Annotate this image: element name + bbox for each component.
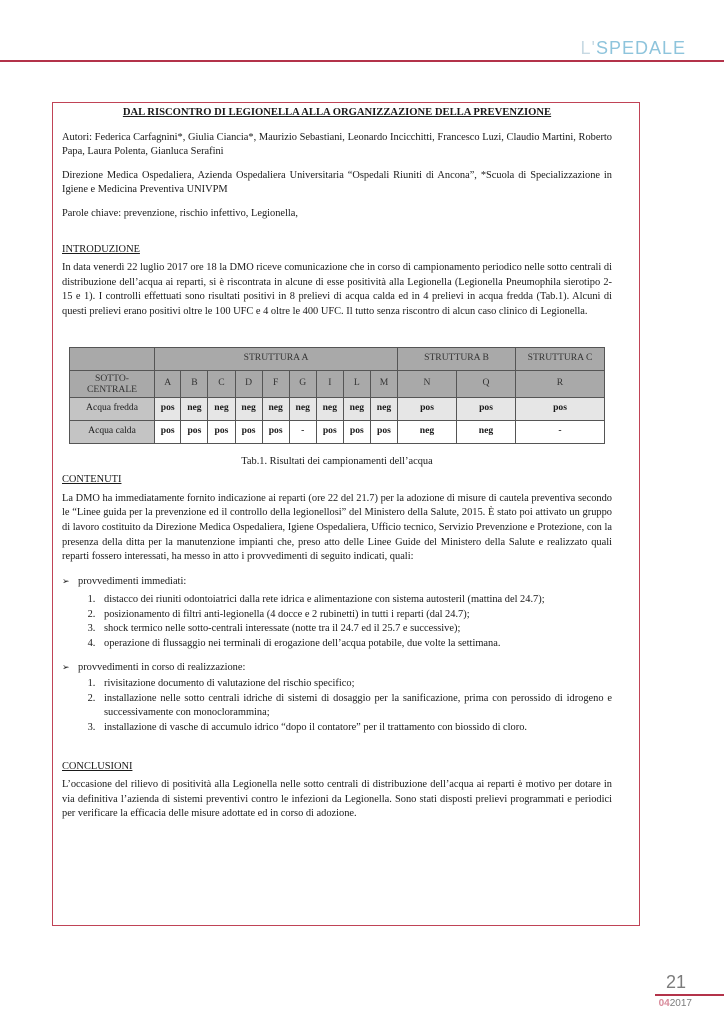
table-cell: neg: [343, 397, 370, 420]
bullet-immediate: [62, 574, 612, 590]
table-cell: pos: [316, 420, 343, 443]
table-caption: Tab.1. Risultati dei campionamenti dell’acqua: [241, 455, 433, 467]
table-cell: pos: [181, 420, 208, 443]
arrow-bullet-icon: ➢: [62, 575, 70, 586]
column-header: D: [235, 370, 262, 397]
table-cell: pos: [370, 420, 397, 443]
table-cell: pos: [343, 420, 370, 443]
article-body: [62, 104, 612, 831]
table-cell: -: [516, 420, 605, 443]
issue-year: 2017: [669, 998, 692, 1009]
conclusions-text: L’occasione del rilievo di positività alla Legionella nelle sotto centrali di distribuzione dell’acqua ai reparti è motivo per dotare in via definitiva l’azienda di sistemi preventivi contro le infezioni da Legionella. Sono stati disposti prelievi programmati e periodici per verificare la efficacia delle misure adottate ed in corso di adozione.: [62, 779, 612, 820]
column-header: F: [262, 370, 289, 397]
affiliation: Direzione Medica Ospedaliera, Azienda Ospedaliera Universitaria “Ospedali Riuniti di Ancona”, *Scuola di Specializzazione in Igiene e Medicina Preventiva UNIVPM: [62, 169, 612, 196]
column-header: R: [516, 370, 605, 397]
arrow-bullet-icon: ➢: [62, 661, 70, 672]
column-header: N: [398, 370, 457, 397]
issue-number: 04: [658, 998, 670, 1009]
keywords: Parole chiave: prevenzione, rischio infettivo, Legionella,: [62, 207, 299, 219]
list-item: 1. rivisitazione documento di valutazione del rischio specifico;: [98, 677, 612, 692]
table-cell: pos: [457, 397, 516, 420]
table-cell: neg: [370, 397, 397, 420]
authors: Autori: Federica Carfagnini*, Giulia Ciancia*, Maurizio Sebastiani, Leonardo Incicchitti, Francesco Luzi, Claudio Martini, Roberto Papa, Laura Polenta, Gianluca Serafini: [62, 131, 612, 158]
group-header: STRUTTURA C: [516, 347, 605, 370]
table-cell: neg: [208, 397, 235, 420]
bullet-ongoing: [62, 660, 612, 676]
conclusions-heading: CONCLUSIONI: [62, 760, 133, 772]
bullet-label: provvedimenti in corso di realizzazione:: [78, 661, 246, 673]
table-cell: -: [289, 420, 316, 443]
ongoing-list: [62, 677, 612, 735]
list-item: 2. installazione nelle sotto centrali idriche di sistemi di dosaggio per la sanificazione, prima con perossido di idrogeno e successivamente con monoclorammina;: [98, 692, 612, 721]
table-row: [70, 397, 605, 420]
column-header: I: [316, 370, 343, 397]
column-header: M: [370, 370, 397, 397]
column-header: C: [208, 370, 235, 397]
table-cell: pos: [235, 420, 262, 443]
table-cell: neg: [457, 420, 516, 443]
table-cell: neg: [235, 397, 262, 420]
list-item: 2. posizionamento di filtri anti-legionella (4 docce e 2 rubinetti) in tutti i reparti (dal 24.7);: [98, 608, 612, 623]
table-cell: pos: [155, 397, 181, 420]
column-header: A: [155, 370, 181, 397]
table-cell: pos: [262, 420, 289, 443]
issue-label: [659, 998, 692, 1009]
list-item: 3. installazione di vasche di accumulo idrico “dopo il contatore” per il trattamento con biossido di cloro.: [98, 721, 612, 736]
table-cell: neg: [181, 397, 208, 420]
header-rule: [0, 60, 724, 62]
table-cell: neg: [398, 420, 457, 443]
article-title: DAL RISCONTRO DI LEGIONELLA ALLA ORGANIZZAZIONE DELLA PREVENZIONE: [122, 107, 552, 118]
group-header: STRUTTURA B: [398, 347, 516, 370]
column-header: Q: [457, 370, 516, 397]
table-cell: pos: [516, 397, 605, 420]
brand-prefix: L': [580, 38, 596, 58]
immediate-list: [62, 593, 612, 651]
intro-heading: INTRODUZIONE: [62, 243, 140, 255]
intro-text: In data venerdì 22 luglio 2017 ore 18 la DMO riceve comunicazione che in corso di campionamento periodico nelle sotto centrali di distribuzione dell’acqua ai reparti, si è riscontrata in alcune di esse positività alla Legionella (Legionella Pneumophila sierotipo 2-15 e 1). I controlli effettuati sono risultati positivi in 8 prelievi di acqua calda ed in 4 prelievi in acqua fredda (Tab.1). Alcuni di questi prelievi erano positivi oltre le 100 UFC e 4 oltre le 400 UFC. Il tutto senza riscontro di alcun caso clinico di Legionella.: [62, 262, 612, 317]
page-number: 21: [665, 972, 686, 992]
table-cell: neg: [316, 397, 343, 420]
column-header: B: [181, 370, 208, 397]
row-header: SOTTO-CENTRALE: [70, 370, 155, 397]
footer-rule: [655, 994, 724, 996]
table-row: [70, 420, 605, 443]
table-cell: pos: [398, 397, 457, 420]
list-item: 4. operazione di flussaggio nei terminali di erogazione dell’acqua potabile, due volte la settimana.: [98, 637, 612, 652]
magazine-brand: [581, 38, 687, 59]
results-table: [69, 347, 605, 444]
table-corner: [70, 347, 155, 370]
brand-name: SPEDALE: [595, 38, 686, 58]
list-item: 1. distacco dei riuniti odontoiatrici dalla rete idrica e alimentazione con sistema autosteril (mattina del 24.7);: [98, 593, 612, 608]
bullet-label: provvedimenti immediati:: [78, 575, 187, 587]
contents-text: La DMO ha immediatamente fornito indicazione ai reparti (ore 22 del 21.7) per la adozione di misure di cautela preventiva secondo le “Linee guida per la prevenzione ed il controllo della legionellosi” del Ministero della Salute, 2015. È stato poi attivato un gruppo di lavoro costituito da Direzione Medica Ospedaliera, Igiene Ospedaliera, Ufficio tecnico, Servizio Prevenzione e Protezione, con la presenza della ditta per la manutenzione impianti che, preso atto delle Linee Guide del Ministero della Salute e realizzato quali reparti fossero interessati, ha messo in atto i provvedimenti di seguito indicati, quali:: [62, 492, 612, 563]
table-cell: pos: [155, 420, 181, 443]
column-header: L: [343, 370, 370, 397]
list-item: 3. shock termico nelle sotto-centrali interessate (notte tra il 24.7 ed il 25.7 e successive);: [98, 622, 612, 637]
group-header: STRUTTURA A: [155, 347, 398, 370]
contents-heading: CONTENUTI: [62, 474, 122, 486]
table-cell: neg: [262, 397, 289, 420]
row-label: Acqua calda: [70, 420, 155, 443]
table-cell: pos: [208, 420, 235, 443]
column-header: G: [289, 370, 316, 397]
table-cell: neg: [289, 397, 316, 420]
row-label: Acqua fredda: [70, 397, 155, 420]
